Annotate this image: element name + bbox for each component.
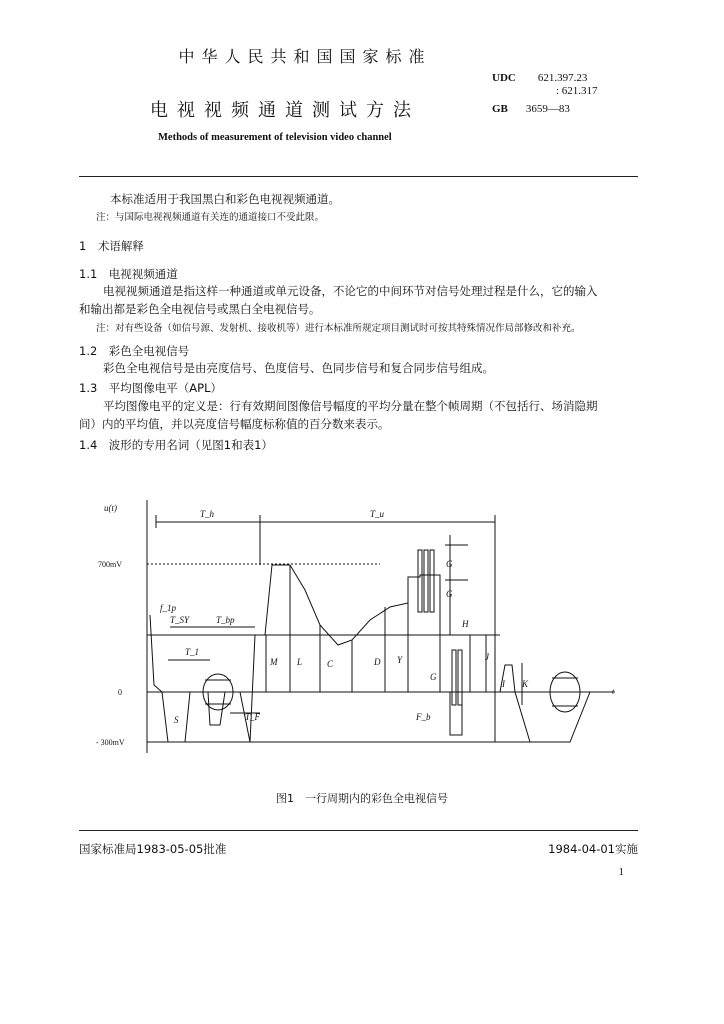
label-fb: F_b — [416, 712, 431, 722]
t-axis-label: t — [612, 687, 615, 696]
english-title: Methods of measurement of television video channel — [158, 132, 392, 143]
label-d: D — [374, 657, 381, 667]
label-l: L — [297, 657, 303, 667]
label-k: K — [522, 679, 529, 689]
gb-value: 3659—83 — [525, 103, 570, 115]
label-h: H — [462, 619, 469, 629]
label-s: S — [174, 715, 179, 725]
bar-2 — [424, 550, 428, 612]
bar-4 — [452, 650, 456, 705]
national-standard-heading: 中华人民共和国国家标准 — [178, 47, 432, 66]
label-j: J — [485, 652, 489, 662]
approval-date: 国家标准局1983-05-05批准 — [79, 842, 227, 856]
intro-paragraph: 本标准适用于我国黑白和彩色电视视频通道。 — [110, 192, 340, 206]
section-1-1-heading: 1.1 电视视频通道 — [79, 267, 178, 281]
footer-divider — [79, 830, 638, 831]
section-1-3-para-line2: 间）内的平均值，并以亮度信号幅度标称值的百分数来表示。 — [79, 417, 390, 431]
label-c: C — [327, 659, 334, 669]
document-title: 电视视频通道测试方法 — [150, 100, 420, 121]
label-g2: G — [446, 589, 453, 599]
tu-label: T_u — [370, 509, 385, 519]
section-1-4-heading: 1.4 波形的专用名词（见图1和表1） — [79, 438, 273, 452]
bar-3 — [430, 550, 434, 612]
udc-value: 621.397.23 — [537, 72, 588, 84]
tbp-label: T_bp — [216, 615, 235, 625]
intro-note: 注：与国际电视视频通道有关连的通道接口不受此限。 — [96, 212, 325, 223]
udc-code-2: : 621.317 — [556, 85, 598, 97]
label-i: I — [502, 679, 505, 689]
section-1-3-heading: 1.3 平均图像电平（APL） — [79, 381, 222, 395]
gb-code — [492, 103, 570, 115]
bar-1 — [418, 550, 422, 612]
section-1-3-para-line1: 平均图像电平的定义是：行有效期间图像信号幅度的平均分量在整个帧周期（不包括行、场消隐期 — [103, 399, 598, 413]
waveform-figure — [90, 495, 630, 760]
section-1-2-heading: 1.2 彩色全电视信号 — [79, 344, 190, 358]
bar-5 — [458, 650, 462, 705]
label-g1: G — [446, 559, 453, 569]
label-g3: G — [430, 672, 437, 682]
section-1-heading: 1 术语解释 — [79, 239, 144, 253]
t1-label: T_1 — [185, 647, 200, 657]
f1p-label: f_1p — [160, 603, 177, 613]
effective-date: 1984-04-01实施 — [548, 842, 638, 856]
udc-code — [492, 72, 587, 84]
gb-label: GB — [492, 103, 508, 115]
label-y: Y — [397, 655, 403, 665]
header-divider — [79, 176, 638, 177]
label-m: M — [270, 657, 278, 667]
udc-label: UDC — [492, 72, 516, 84]
level-700-label: 700mV — [98, 560, 122, 569]
figure-caption: 图1 一行周期内的彩色全电视信号 — [276, 792, 448, 805]
section-1-1-note: 注：对有些设备（如信号源、发射机、接收机等）进行本标准所规定项目测试时可按其特殊情况作局部修改和补充。 — [96, 323, 581, 334]
page-number: 1 — [618, 866, 624, 878]
section-1-2-para: 彩色全电视信号是由亮度信号、色度信号、色同步信号和复合同步信号组成。 — [103, 361, 494, 375]
waveform-path — [150, 565, 615, 742]
th-label: T_h — [200, 509, 215, 519]
y-axis-label: u(t) — [104, 503, 117, 513]
section-1-1-para-line1: 电视视频通道是指这样一种通道或单元设备，不论它的中间环节对信号处理过程是什么，它的输入 — [103, 284, 598, 298]
level-neg300-label: - 300mV — [96, 738, 125, 747]
tsy-label: T_SY — [170, 615, 190, 625]
section-1-1-para-line2: 和输出都是彩色全电视信号或黑白全电视信号。 — [79, 302, 321, 316]
tf-label: T_F — [245, 712, 261, 722]
level-0-label: 0 — [118, 688, 122, 697]
